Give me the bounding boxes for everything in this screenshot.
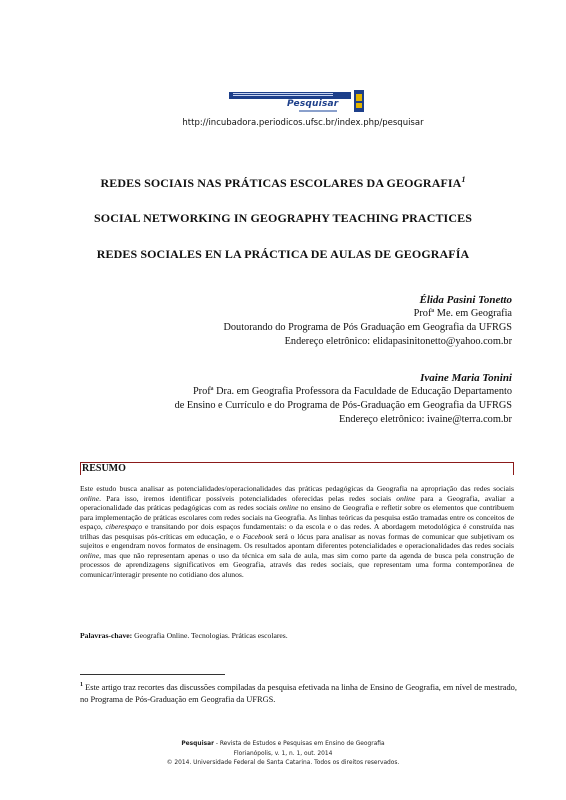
journal-logo <box>229 90 364 116</box>
author-block-2 <box>175 371 512 427</box>
author-name: Élida Pasini Tonetto <box>419 294 512 306</box>
keywords-label: Palavras-chave: <box>80 631 133 640</box>
title-pt <box>0 175 566 191</box>
footnote-ref[interactable]: 1 <box>461 175 466 184</box>
author-degree: Profª Me. em Geografia <box>413 308 512 319</box>
keywords <box>80 631 514 640</box>
author-degree: Profª Dra. em Geografia Professora da Faculdade de Educação Departamento <box>192 386 512 397</box>
footer-copyright: © 2014. Universidade Federal de Santa Catarina. Todos os direitos reservados. <box>166 760 400 766</box>
journal-url[interactable]: http://incubadora.periodicos.ufsc.br/index.php/pesquisar <box>182 118 424 128</box>
resumo-rule-right <box>513 462 514 475</box>
author-email: Endereço eletrônico: elidapasinitonetto@yahoo.com.br <box>284 336 512 347</box>
author-email: Endereço eletrônico: ivaine@terra.com.br <box>338 414 512 425</box>
footnote-mark: 1 <box>80 682 83 688</box>
author-affiliation: Doutorando do Programa de Pós Graduação em Geografia da UFRGS <box>223 322 512 333</box>
logo-underline <box>299 110 337 112</box>
author-block-1 <box>223 293 512 349</box>
footer-journal: Pesquisar <box>181 741 214 747</box>
resumo-rule <box>80 462 514 463</box>
footer-issue: Florianópolis, v. 1, n. 1, out. 2014 <box>233 750 333 757</box>
logo-wordmark: Pesquisar <box>287 99 339 109</box>
footnote-rule <box>80 674 225 675</box>
title-es: REDES SOCIALES EN LA PRÁCTICA DE AULAS DE GEOGRAFÍA <box>96 247 470 261</box>
title-pt-text: REDES SOCIAIS NAS PRÁTICAS ESCOLARES DA GEOGRAFIA <box>100 176 462 190</box>
logo-banner <box>229 92 351 99</box>
footnote <box>80 679 520 706</box>
page-footer <box>0 740 566 769</box>
resumo-rule-left <box>80 462 81 475</box>
footnote-text: Este artigo traz recortes das discussões compiladas da pesquisa efetivada na linha de Ensino de Geografia, em nível de mestrado, no Programa de Pós-Graduação em Geografia da UFRGS. <box>80 682 517 704</box>
title-en: SOCIAL NETWORKING IN GEOGRAPHY TEACHING PRACTICES <box>94 211 472 225</box>
keywords-text: Geografia Online. Tecnologias. Práticas escolares. <box>132 631 288 640</box>
author-affiliation: de Ensino e Currículo e do Programa de Pós-Graduação em Geografia da UFRGS <box>174 400 512 411</box>
resumo-heading: RESUMO <box>82 463 126 474</box>
university-seal-icon <box>354 90 364 112</box>
abstract-text: Este estudo busca analisar as potencialidades/operacionalidades das práticas pedagógicas da Geografia na apropriação das redes sociais online. Para isso, iremos identificar possíveis potencialidades oferecidas pelas redes sociais online para a Geografia, avaliar a operacionalidade das práticas pedagógicas com as redes sociais online no ensino de Geografia e refletir sobre os elementos que contribuem para implementação de práticas escolares com redes sociais na Geografia. As linhas teóricas da pesquisa estão tramadas entre os conceitos de espaço, ciberespaço e transitando por dois espaços fundamentais: o da escola e o das redes. A abordagem metodológica é construída nas trilhas das pesquisas pós-críticas em educação, e o Facebook será o lócus para analisar as novas formas de comunicar que subjetivam os sujeitos e engendram novos formatos de ensinagem. Os resultados apontam diferentes potencialidades e operacionalidades das redes sociais online, mas que não representam apenas o uso da técnica em sala de aula, mas sim como parte da agenda de busca pela construção de processos de aprendizagens significativos em Geografia, através das redes sociais, que representam uma forma contemporânea de comunicar/interagir presente no cotidiano dos alunos. <box>80 484 515 579</box>
author-name: Ivaine Maria Tonini <box>420 372 512 384</box>
footer-journal-desc: - Revista de Estudos e Pesquisas em Ensino de Geografia <box>213 741 385 747</box>
